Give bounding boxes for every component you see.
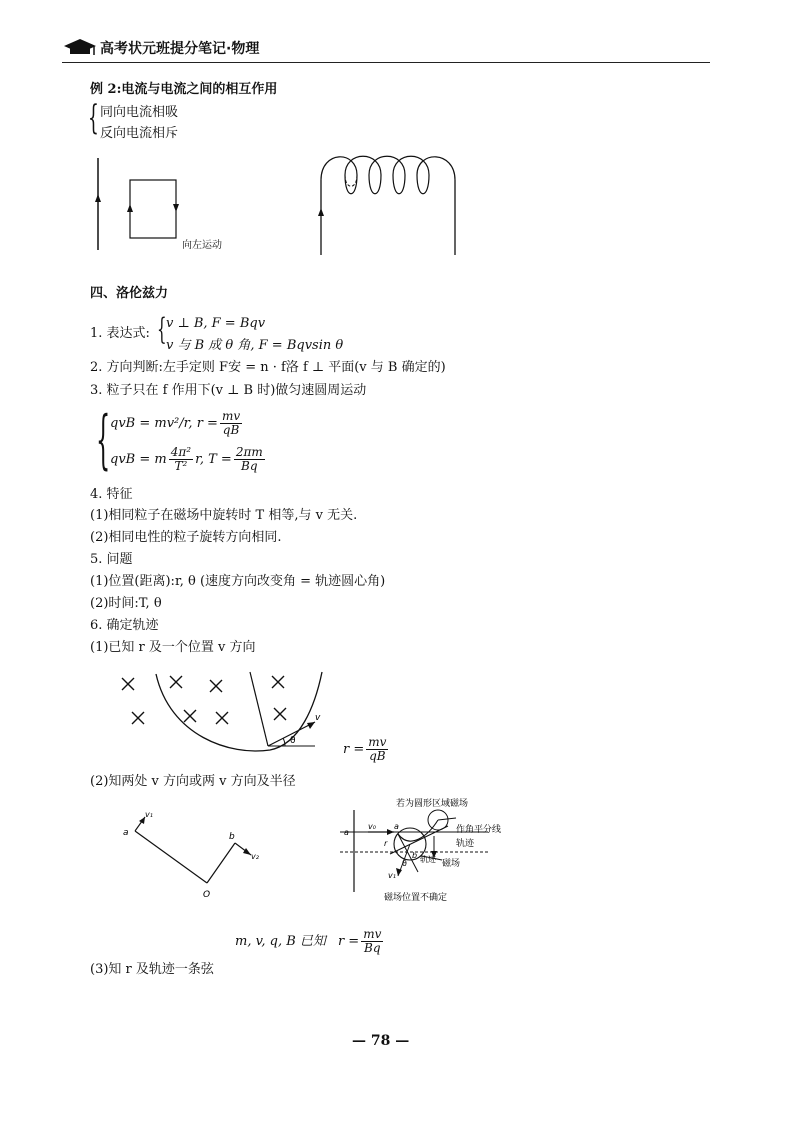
item1-line1: v ⊥ B, F = Bqv <box>166 316 266 331</box>
header-rule <box>62 62 710 63</box>
fig2-v2: v₂ <box>251 852 259 861</box>
example2-title: 例 2:电流与电流之间的相互作用 <box>90 82 278 97</box>
given-text: m, v, q, B 已知 <box>235 933 326 949</box>
item1-line2: v 与 B 成 θ 角, F = Bqvsin θ <box>166 338 344 353</box>
wire-loop-figure <box>88 150 258 260</box>
eq-brace: { <box>96 403 111 477</box>
page-number: — 78 — <box>352 1033 410 1049</box>
item6-b: (2)知两处 v 方向或两 v 方向及半径 <box>90 774 296 789</box>
section4-heading: 四、洛伦兹力 <box>90 286 169 301</box>
r1-left: r = <box>343 741 365 757</box>
r1-den: qB <box>369 749 386 763</box>
fig2-v1: v₁ <box>145 810 153 819</box>
solenoid-figure <box>315 150 465 260</box>
item6-c: (3)知 r 及轨迹一条弦 <box>90 962 214 977</box>
field-trajectory-figure <box>110 666 340 766</box>
eq2-fraction-1 <box>169 446 193 473</box>
fig3-trajectory2: 轨迹 <box>420 855 436 864</box>
equation-2 <box>110 446 267 473</box>
fig3-trajectory: 轨迹 <box>456 839 475 849</box>
fig3-v1: v₁ <box>388 871 396 880</box>
fig3-bisector: 作角平分线 <box>456 825 502 835</box>
eq1-den: qB <box>222 423 240 437</box>
item6: 6. 确定轨迹 <box>90 618 159 633</box>
item4: 4. 特征 <box>90 487 133 502</box>
fig1-theta-label: θ <box>290 736 296 746</box>
eq2-left: qvB = m <box>110 451 167 467</box>
eq2-f1-num: 4π² <box>170 445 192 459</box>
eq2-mid: r, T = <box>195 451 232 467</box>
fig3-title: 若为圆形区域磁场 <box>396 799 469 809</box>
eq2-fraction-2 <box>234 446 265 473</box>
eq1-num: mv <box>221 409 241 423</box>
r2-num: mv <box>363 927 382 941</box>
item5: 5. 问题 <box>90 552 133 567</box>
r1-num: mv <box>368 735 387 749</box>
fig2-O: O <box>203 890 211 900</box>
r2-fraction <box>361 928 383 955</box>
eq2-f2-den: Bq <box>241 459 258 473</box>
case-repel: 反向电流相斥 <box>100 126 179 141</box>
two-velocity-figure <box>115 805 275 905</box>
r-equation-2 <box>235 928 385 955</box>
fig1-v-label: v <box>315 713 321 723</box>
graduation-cap-icon <box>62 36 98 58</box>
r2-left: r = <box>337 933 360 949</box>
fig2-a: a <box>123 828 129 838</box>
item2: 2. 方向判断:左手定则 F安 = n · f洛 f ⊥ 平面(v 与 B 确定的) <box>90 360 446 375</box>
fig3-v0: v₀ <box>368 822 376 831</box>
fig3-field: 磁场 <box>442 859 461 869</box>
fig3-a: a <box>344 828 349 837</box>
case-brace: { <box>88 98 99 138</box>
eq1-fraction <box>220 410 242 437</box>
circular-field-figure <box>338 796 548 908</box>
fig3-a2: a <box>394 822 399 831</box>
equation-1 <box>110 410 244 437</box>
r-equation-1 <box>343 736 390 763</box>
header-title: 高考状元班提分笔记·物理 <box>100 41 260 57</box>
item5-b: (2)时间:T, θ <box>90 596 162 611</box>
fig3-r: r <box>384 839 388 848</box>
item3: 3. 粒子只在 f 作用下(v ⊥ B 时)做匀速圆周运动 <box>90 383 367 398</box>
fig3-b: b <box>412 851 418 860</box>
item4-b: (2)相同电性的粒子旋转方向相同. <box>90 530 282 545</box>
fig3-caption: 磁场位置不确定 <box>384 893 448 903</box>
item1-brace: { <box>157 312 167 347</box>
item5-a: (1)位置(距离):r, θ (速度方向改变角 = 轨迹圆心角) <box>90 574 386 589</box>
figure-label-move-left: 向左运动 <box>182 240 222 251</box>
item1-label: 1. 表达式: <box>90 326 150 341</box>
case-attract: 同向电流相吸 <box>100 105 179 120</box>
fig2-b: b <box>229 832 235 842</box>
fig3-theta: θ <box>402 859 407 868</box>
eq2-f1-den: T² <box>174 459 188 473</box>
eq2-f2-num: 2πm <box>235 445 263 459</box>
eq1-left: qvB = mv²/r, r = <box>110 415 218 431</box>
item6-a: (1)已知 r 及一个位置 v 方向 <box>90 640 256 655</box>
item4-a: (1)相同粒子在磁场中旋转时 T 相等,与 v 无关. <box>90 508 358 523</box>
r1-fraction <box>366 736 388 763</box>
r2-den: Bq <box>364 941 381 955</box>
